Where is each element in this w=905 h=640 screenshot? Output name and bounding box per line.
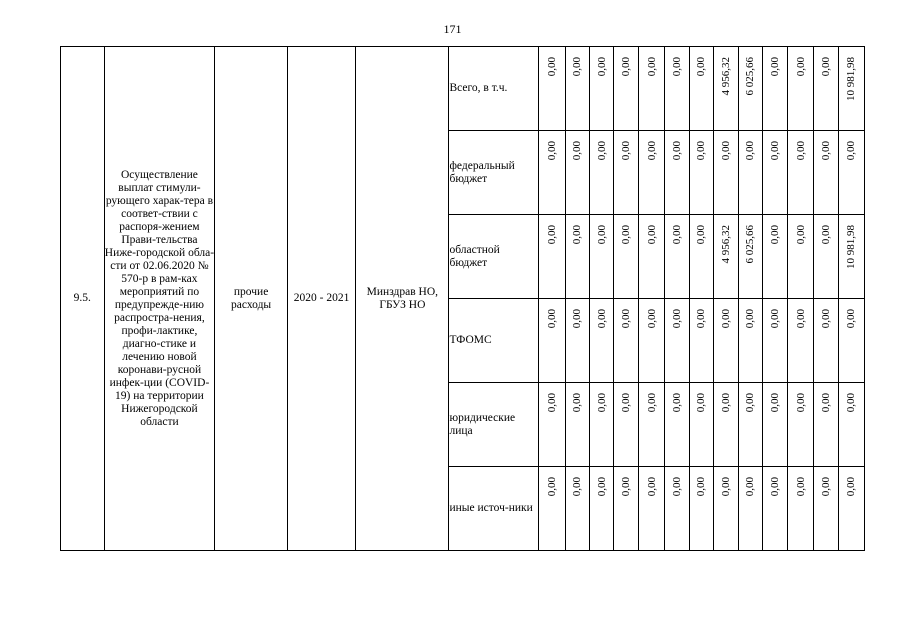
value-text: 0,00 — [695, 393, 708, 413]
value-cell — [763, 47, 788, 131]
value-cell — [614, 299, 639, 383]
value-cell — [788, 383, 814, 467]
value-text: 0,00 — [744, 477, 757, 497]
value-text: 6 025,66 — [744, 57, 757, 96]
value-text: 0,00 — [620, 141, 633, 161]
value-text: 0,00 — [670, 57, 683, 77]
value-cell — [738, 467, 763, 551]
value-text: 0,00 — [645, 141, 658, 161]
value-text: 0,00 — [571, 57, 584, 77]
value-text: 0,00 — [769, 477, 782, 497]
value-text: 0,00 — [670, 477, 683, 497]
value-cell — [814, 47, 839, 131]
value-cell — [689, 215, 713, 299]
value-text: 0,00 — [695, 57, 708, 77]
value-cell — [565, 383, 590, 467]
funding-source: федеральный бюджет — [449, 131, 538, 215]
value-text: 0,00 — [645, 57, 658, 77]
value-cell — [664, 215, 689, 299]
value-cell — [538, 467, 565, 551]
value-text: 0,00 — [794, 393, 807, 413]
value-text: 6 025,66 — [744, 225, 757, 264]
expense-type: прочие расходы — [215, 47, 288, 551]
value-text: 0,00 — [820, 141, 833, 161]
value-cell — [689, 131, 713, 215]
value-cell — [590, 215, 614, 299]
value-cell — [614, 47, 639, 131]
funding-source: областной бюджет — [449, 215, 538, 299]
value-cell — [763, 299, 788, 383]
value-text: 0,00 — [645, 309, 658, 329]
value-text: 0,00 — [670, 141, 683, 161]
value-text: 0,00 — [571, 477, 584, 497]
value-cell — [713, 47, 738, 131]
value-text: 0,00 — [845, 141, 858, 161]
value-text: 0,00 — [719, 393, 732, 413]
value-cell — [614, 131, 639, 215]
value-cell — [838, 467, 864, 551]
value-cell — [763, 131, 788, 215]
value-text: 0,00 — [545, 309, 558, 329]
value-text: 0,00 — [769, 393, 782, 413]
value-cell — [713, 215, 738, 299]
value-text: 0,00 — [744, 393, 757, 413]
value-cell — [614, 215, 639, 299]
value-text: 0,00 — [769, 141, 782, 161]
value-text: 0,00 — [670, 225, 683, 245]
value-text: 10 981,98 — [845, 57, 858, 101]
value-cell — [788, 131, 814, 215]
value-text: 0,00 — [744, 141, 757, 161]
value-text: 0,00 — [845, 309, 858, 329]
value-cell — [763, 467, 788, 551]
executor: Минздрав НО, ГБУЗ НО — [356, 47, 449, 551]
value-text: 0,00 — [820, 225, 833, 245]
value-text: 0,00 — [845, 393, 858, 413]
value-text: 0,00 — [645, 225, 658, 245]
value-text: 0,00 — [820, 477, 833, 497]
value-cell — [838, 383, 864, 467]
value-cell — [664, 467, 689, 551]
value-cell — [738, 131, 763, 215]
value-text: 0,00 — [670, 309, 683, 329]
value-text: 0,00 — [695, 477, 708, 497]
value-cell — [763, 215, 788, 299]
funding-source: Всего, в т.ч. — [449, 47, 538, 131]
value-cell — [639, 215, 665, 299]
value-text: 4 956,32 — [719, 225, 732, 264]
value-text: 0,00 — [645, 393, 658, 413]
value-cell — [713, 383, 738, 467]
value-text: 0,00 — [769, 309, 782, 329]
value-text: 0,00 — [545, 57, 558, 77]
table-row — [61, 47, 865, 131]
value-cell — [565, 215, 590, 299]
value-cell — [713, 299, 738, 383]
value-cell — [738, 47, 763, 131]
value-cell — [538, 299, 565, 383]
item-code: 9.5. — [61, 47, 105, 551]
funding-source: ТФОМС — [449, 299, 538, 383]
value-text: 0,00 — [695, 225, 708, 245]
value-cell — [814, 467, 839, 551]
value-cell — [639, 467, 665, 551]
value-text: 0,00 — [571, 309, 584, 329]
value-text: 0,00 — [744, 309, 757, 329]
value-text: 0,00 — [595, 57, 608, 77]
value-cell — [565, 299, 590, 383]
value-text: 0,00 — [769, 57, 782, 77]
value-text: 10 981,98 — [845, 225, 858, 269]
value-text: 0,00 — [794, 57, 807, 77]
value-cell — [689, 299, 713, 383]
value-text: 0,00 — [571, 225, 584, 245]
value-text: 0,00 — [595, 309, 608, 329]
value-text: 0,00 — [620, 393, 633, 413]
value-cell — [590, 131, 614, 215]
value-text: 0,00 — [719, 141, 732, 161]
value-text: 0,00 — [595, 393, 608, 413]
page-number: 171 — [443, 22, 462, 36]
funding-source: иные источ-ники — [449, 467, 538, 551]
value-cell — [565, 47, 590, 131]
value-text: 0,00 — [820, 57, 833, 77]
value-cell — [788, 299, 814, 383]
value-cell — [788, 467, 814, 551]
value-text: 0,00 — [719, 477, 732, 497]
value-text: 0,00 — [794, 477, 807, 497]
value-text: 0,00 — [620, 57, 633, 77]
value-cell — [713, 467, 738, 551]
item-description: Осуществление выплат стимули-рующего харак-тера в соответ-ствии с распоря-жением Прави-тельства Ниже-городской обла-сти от 02.06.2020 № 570-р в рам-ках мероприятий по предупрежде-нию распростра-нения, профи-лактике, диагно-стике и лечению новой коронави-русной инфек-ции (COVID-19) на территории Нижегородской области — [104, 47, 215, 551]
value-text: 0,00 — [794, 141, 807, 161]
value-cell — [814, 383, 839, 467]
value-cell — [664, 383, 689, 467]
value-cell — [738, 215, 763, 299]
value-text: 0,00 — [645, 477, 658, 497]
value-text: 0,00 — [620, 225, 633, 245]
value-text: 0,00 — [695, 309, 708, 329]
value-text: 0,00 — [620, 477, 633, 497]
value-cell — [565, 467, 590, 551]
value-cell — [565, 131, 590, 215]
value-cell — [538, 131, 565, 215]
value-cell — [590, 47, 614, 131]
value-text: 0,00 — [695, 141, 708, 161]
value-text: 0,00 — [545, 393, 558, 413]
value-cell — [664, 299, 689, 383]
value-cell — [788, 47, 814, 131]
value-cell — [639, 131, 665, 215]
funding-source: юридические лица — [449, 383, 538, 467]
value-cell — [814, 299, 839, 383]
value-cell — [639, 299, 665, 383]
value-text: 0,00 — [794, 225, 807, 245]
value-cell — [639, 47, 665, 131]
value-cell — [639, 383, 665, 467]
value-cell — [538, 47, 565, 131]
value-cell — [763, 383, 788, 467]
value-text: 0,00 — [571, 141, 584, 161]
value-text: 0,00 — [571, 393, 584, 413]
value-text: 0,00 — [545, 225, 558, 245]
value-cell — [689, 467, 713, 551]
value-text: 0,00 — [794, 309, 807, 329]
value-text: 0,00 — [620, 309, 633, 329]
value-text: 0,00 — [595, 225, 608, 245]
value-text: 0,00 — [719, 309, 732, 329]
value-cell — [738, 299, 763, 383]
value-cell — [614, 467, 639, 551]
value-text: 0,00 — [595, 477, 608, 497]
value-cell — [590, 383, 614, 467]
value-text: 0,00 — [545, 141, 558, 161]
value-cell — [689, 47, 713, 131]
implementation-period: 2020 - 2021 — [287, 47, 355, 551]
value-cell — [838, 299, 864, 383]
value-text: 0,00 — [769, 225, 782, 245]
value-text: 0,00 — [820, 393, 833, 413]
value-cell — [614, 383, 639, 467]
value-cell — [838, 215, 864, 299]
table-body — [61, 47, 865, 551]
value-cell — [664, 47, 689, 131]
value-cell — [664, 131, 689, 215]
value-text: 0,00 — [545, 477, 558, 497]
value-cell — [814, 131, 839, 215]
value-cell — [814, 215, 839, 299]
value-cell — [713, 131, 738, 215]
value-cell — [788, 215, 814, 299]
value-cell — [838, 47, 864, 131]
value-text: 0,00 — [845, 477, 858, 497]
value-cell — [838, 131, 864, 215]
budget-table — [60, 46, 865, 551]
value-text: 4 956,32 — [719, 57, 732, 96]
value-text: 0,00 — [595, 141, 608, 161]
value-cell — [590, 299, 614, 383]
value-text: 0,00 — [820, 309, 833, 329]
value-cell — [590, 467, 614, 551]
value-cell — [538, 383, 565, 467]
value-cell — [689, 383, 713, 467]
value-cell — [738, 383, 763, 467]
value-text: 0,00 — [670, 393, 683, 413]
value-cell — [538, 215, 565, 299]
